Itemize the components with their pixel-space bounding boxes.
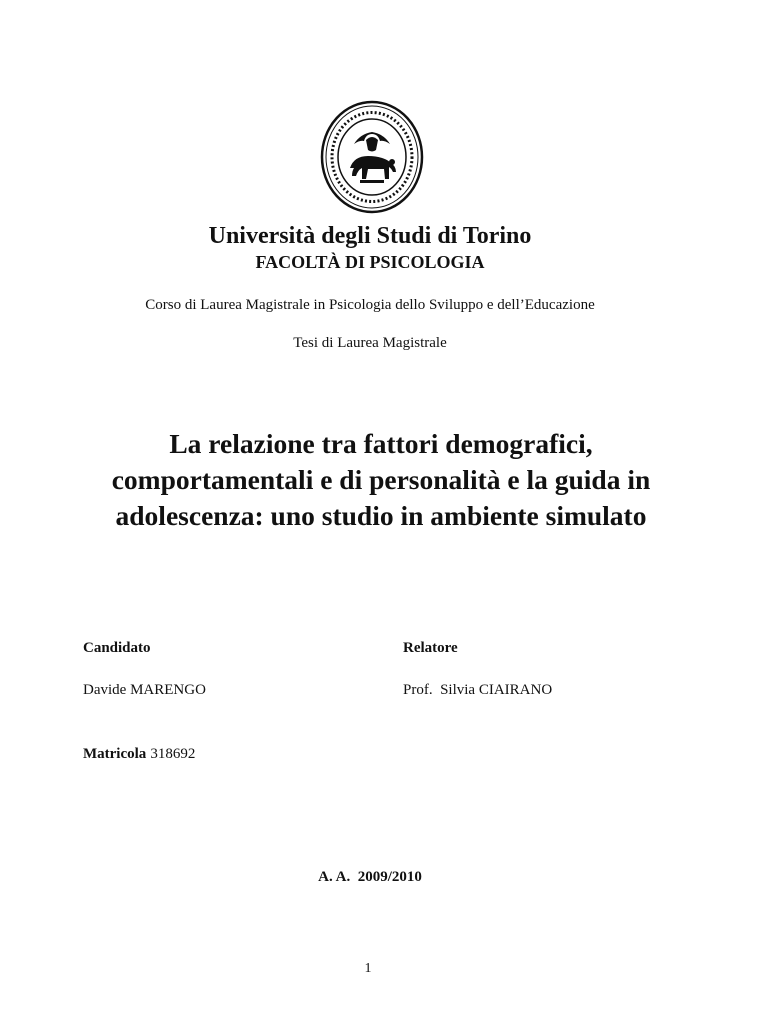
thesis-title-line: adolescenza: uno studio in ambiente simulato <box>115 500 647 531</box>
university-name: Università degli Studi di Torino <box>208 223 532 249</box>
academic-year: A. A. 2009/2010 <box>318 869 422 885</box>
thesis-title-line: La relazione tra fattori demografici, <box>169 428 593 459</box>
page-number: 1 <box>364 961 372 976</box>
student-id <box>83 745 195 763</box>
supervisor-name: Prof. Silvia CIAIRANO <box>403 682 553 698</box>
thesis-title <box>0 426 765 534</box>
student-id-value: 318692 <box>150 746 196 762</box>
candidate-label: Candidato <box>83 640 151 656</box>
course-name: Corso di Laurea Magistrale in Psicologia dello Sviluppo e dell’Educazione <box>145 297 595 313</box>
university-seal-icon <box>320 100 424 214</box>
faculty-name: FACOLTÀ DI PSICOLOGIA <box>255 252 485 272</box>
thesis-title-line: comportamentali e di personalità e la guida in <box>111 464 651 495</box>
thesis-type: Tesi di Laurea Magistrale <box>293 335 447 351</box>
supervisor-label: Relatore <box>403 640 458 656</box>
student-id-label: Matricola <box>83 746 147 762</box>
candidate-name: Davide MARENGO <box>83 682 206 698</box>
